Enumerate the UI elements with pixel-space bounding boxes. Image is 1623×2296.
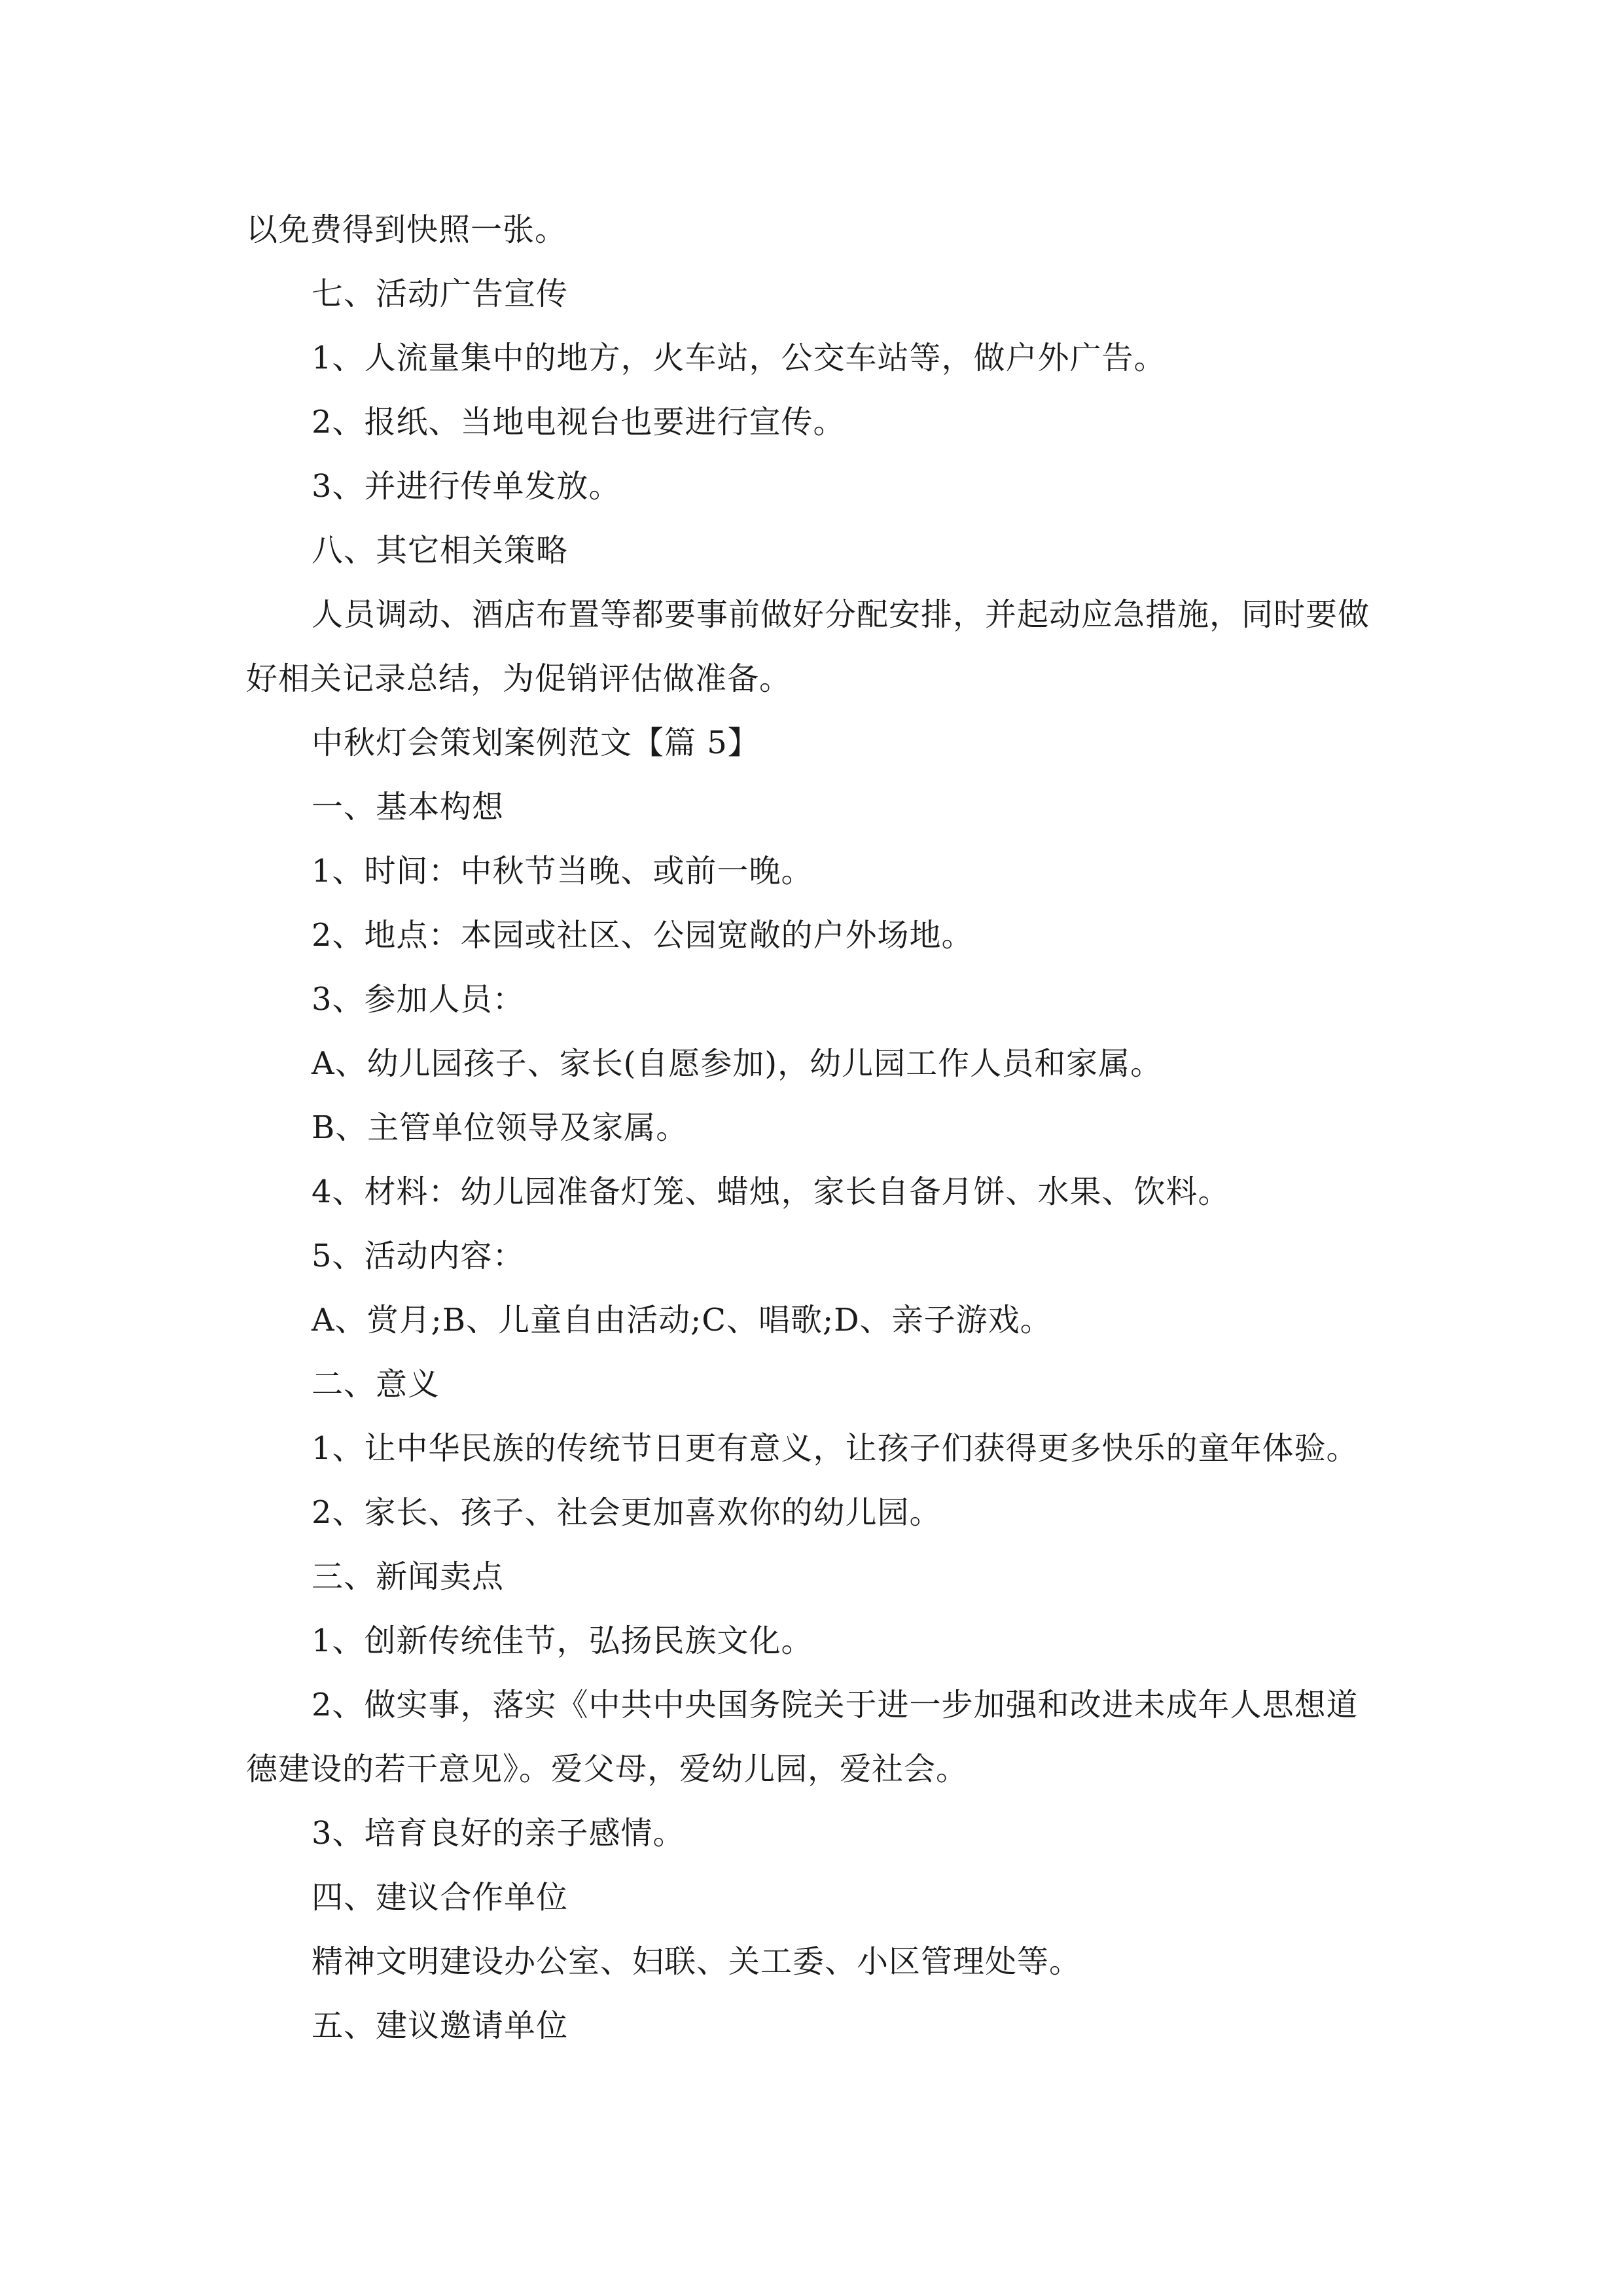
section-heading: 八、其它相关策略 [312, 532, 569, 569]
text-line: 3、培育良好的亲子感情。 [312, 1815, 685, 1852]
text-line: 3、并进行传单发放。 [312, 468, 621, 505]
text-line: 2、报纸、当地电视台也要进行宣传。 [312, 404, 846, 440]
text-line: 5、活动内容： [312, 1238, 525, 1274]
text-line: 1、创新传统佳节，弘扬民族文化。 [312, 1623, 813, 1659]
section-heading: 二、意义 [312, 1366, 440, 1403]
text-line: B、主管单位领导及家属。 [312, 1109, 688, 1146]
text-line: 好相关记录总结，为促销评估做准备。 [246, 660, 792, 697]
text-line: 精神文明建设办公室、妇联、关工委、小区管理处等。 [312, 1943, 1082, 1980]
section-heading: 七、活动广告宣传 [312, 276, 569, 312]
text-line: 2、地点：本园或社区、公园宽敞的户外场地。 [312, 917, 974, 954]
text-line: A、幼儿园孩子、家长(自愿参加)，幼儿园工作人员和家属。 [312, 1045, 1163, 1082]
text-line: 2、家长、孩子、社会更加喜欢你的幼儿园。 [312, 1494, 942, 1531]
section-heading: 四、建议合作单位 [312, 1879, 569, 1916]
text-line: 1、人流量集中的地方，火车站，公交车站等，做户外广告。 [312, 340, 1166, 376]
document-body [246, 198, 1385, 2058]
text-line: 3、参加人员： [312, 981, 525, 1018]
text-line: 2、做实事，落实《中共中央国务院关于进一步加强和改进未成年人思想道 [312, 1687, 1359, 1723]
section-heading: 三、新闻卖点 [312, 1558, 505, 1595]
text-line: 1、时间：中秋节当晚、或前一晚。 [312, 853, 813, 889]
section-heading: 五、建议邀请单位 [312, 2007, 569, 2044]
text-line: 4、材料：幼儿园准备灯笼、蜡烛，家长自备月饼、水果、饮料。 [312, 1174, 1230, 1210]
text-line: 人员调动、酒店布置等都要事前做好分配安排，并起动应急措施，同时要做 [312, 596, 1370, 633]
text-line: 以免费得到快照一张。 [246, 211, 567, 248]
text-line: A、赏月;B、儿童自由活动;C、唱歌;D、亲子游戏。 [312, 1302, 1052, 1338]
article-title: 中秋灯会策划案例范文【篇 5】 [312, 725, 760, 761]
section-heading: 一、基本构想 [312, 789, 505, 825]
text-line: 1、让中华民族的传统节日更有意义，让孩子们获得更多快乐的童年体验。 [312, 1430, 1359, 1467]
text-line: 德建设的若干意见》。爱父母，爱幼儿园，爱社会。 [246, 1751, 969, 1787]
